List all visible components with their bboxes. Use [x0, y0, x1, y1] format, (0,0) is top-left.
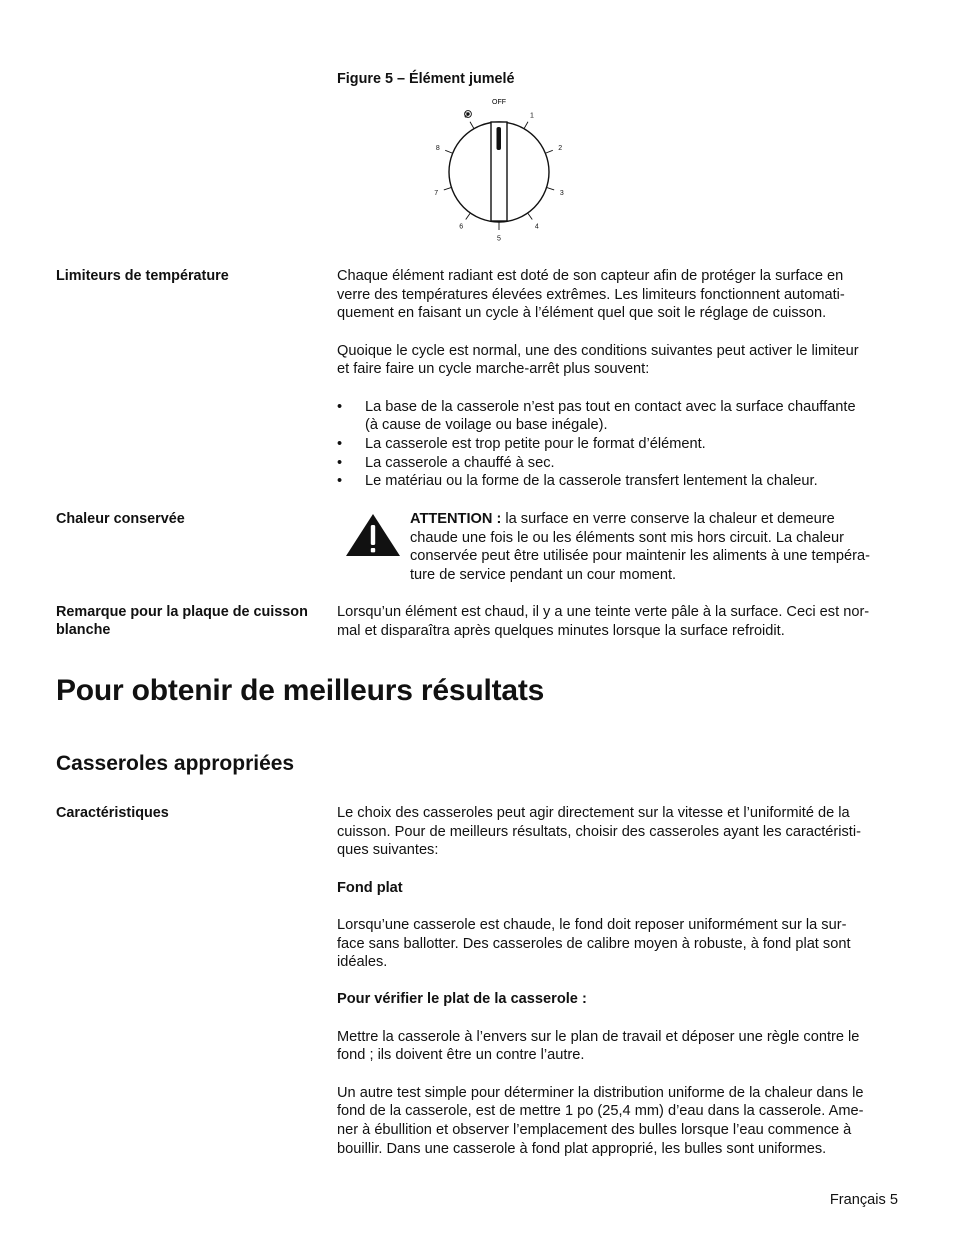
page-footer: Français 5: [829, 1192, 898, 1208]
caracteristiques-intro: Le choix des casseroles peut agir directement sur la vitesse et l’uniformité de la cuisson. Pour de meilleurs résultats, choisir des casseroles ayant les caractéristi- ques suivantes:: [337, 805, 861, 859]
dial-number: 6: [459, 223, 464, 231]
limiteurs-para2: Quoique le cycle est normal, une des conditions suivantes peut activer le limiteur et faire faire un cycle marche-arrêt plus souvent:: [337, 342, 859, 378]
test-text: Un autre test simple pour déterminer la distribution uniforme de la chaleur dans le fond de la casserole, est de mettre 1 po (25,4 mm) d’eau dans la casserole. Ame- ner à ébullition et observer l’emplacement des bulles lorsque l’eau commence à bouillir. Dans une casserole à fond plat approprié, les bulles sont uniformes.: [337, 1084, 864, 1157]
dual-element-dial-figure: [420, 92, 580, 247]
dial-tick: [524, 122, 528, 129]
section-label-chaleur: Chaleur conservée: [56, 511, 185, 527]
dial-tick: [547, 187, 555, 189]
dial-number: 2: [558, 144, 563, 152]
figure-caption: Figure 5 – Élément jumelé: [337, 71, 515, 87]
limiteurs-para1: Chaque élément radiant est doté de son capteur afin de protéger la surface en verre des températures élevées extrêmes. Les limiteurs fonctionnent automati- quement en faisant un cycle à l’élément quel que soit le réglage de cuisson.: [337, 268, 845, 322]
section-label-limiteurs: Limiteurs de température: [56, 268, 229, 284]
dial-number: 1: [530, 112, 534, 120]
dial-tick: [445, 150, 452, 153]
limiteurs-bullet-list: [337, 398, 902, 492]
dial-number: 5: [497, 235, 501, 243]
section-label-caracteristiques: Caractéristiques: [56, 805, 169, 821]
caracteristiques-text: [337, 804, 907, 1158]
dial-indicator: [497, 127, 502, 150]
list-item: • La base de la casserole n’est pas tout en contact avec la surface chauffante (à cause de voilage ou base inégale).: [337, 398, 856, 434]
remarque-text: Lorsqu’un élément est chaud, il y a une teinte verte pâle à la surface. Ceci est nor- mal et disparaîtra après quelques minutes lorsque la surface refroidit.: [337, 604, 870, 639]
verifier-text: Mettre la casserole à l’envers sur le plan de travail et déposer une règle contre le fond ; ils doivent être un contre l’autre.: [337, 1028, 860, 1064]
dial-tick: [466, 213, 471, 220]
dial-tick: [545, 150, 552, 153]
warning-icon: [345, 513, 401, 557]
list-item: • La casserole a chauffé à sec.: [337, 454, 555, 471]
dial-number: 4: [534, 223, 539, 231]
page-title: Pour obtenir de meilleurs résultats: [56, 674, 545, 707]
dial-tick: [528, 213, 533, 220]
attention-text: ATTENTION : la surface en verre conserve la chaleur et demeure chaude une fois le ou les éléments sont mis hors circuit. La chaleur conservée peut être utilisée pour maintenir les aliments à une tempéra- ture de service pendant un cour moment.: [410, 511, 870, 584]
dial-number: 8: [435, 144, 440, 152]
dial-tick: [444, 187, 452, 189]
list-item: • Le matériau ou la forme de la casserole transfert lentement la chaleur.: [337, 473, 818, 490]
limiteurs-text: [337, 267, 902, 491]
dial-number: 9: [464, 112, 468, 120]
dial-number: 3: [559, 189, 564, 197]
attention-label: ATTENTION :: [410, 511, 502, 527]
dial-number: 7: [434, 189, 439, 197]
list-item: • La casserole est trop petite pour le format d’élément.: [337, 435, 706, 452]
dial-off-label: OFF: [492, 99, 506, 106]
fond-plat-title: Fond plat: [337, 879, 403, 896]
fond-plat-text: Lorsqu’une casserole est chaude, le fond doit reposer uniformément sur la sur- face sans ballotter. Des casseroles de calibre moyen à robuste, à fond plat sont idéales.: [337, 916, 851, 971]
dial-tick: [470, 122, 474, 129]
section-label-remarque: Remarque pour la plaque de cuisson blanche: [56, 604, 308, 638]
verifier-title: Pour vérifier le plat de la casserole :: [337, 991, 587, 1008]
section-heading: Casseroles appropriées: [56, 752, 295, 775]
